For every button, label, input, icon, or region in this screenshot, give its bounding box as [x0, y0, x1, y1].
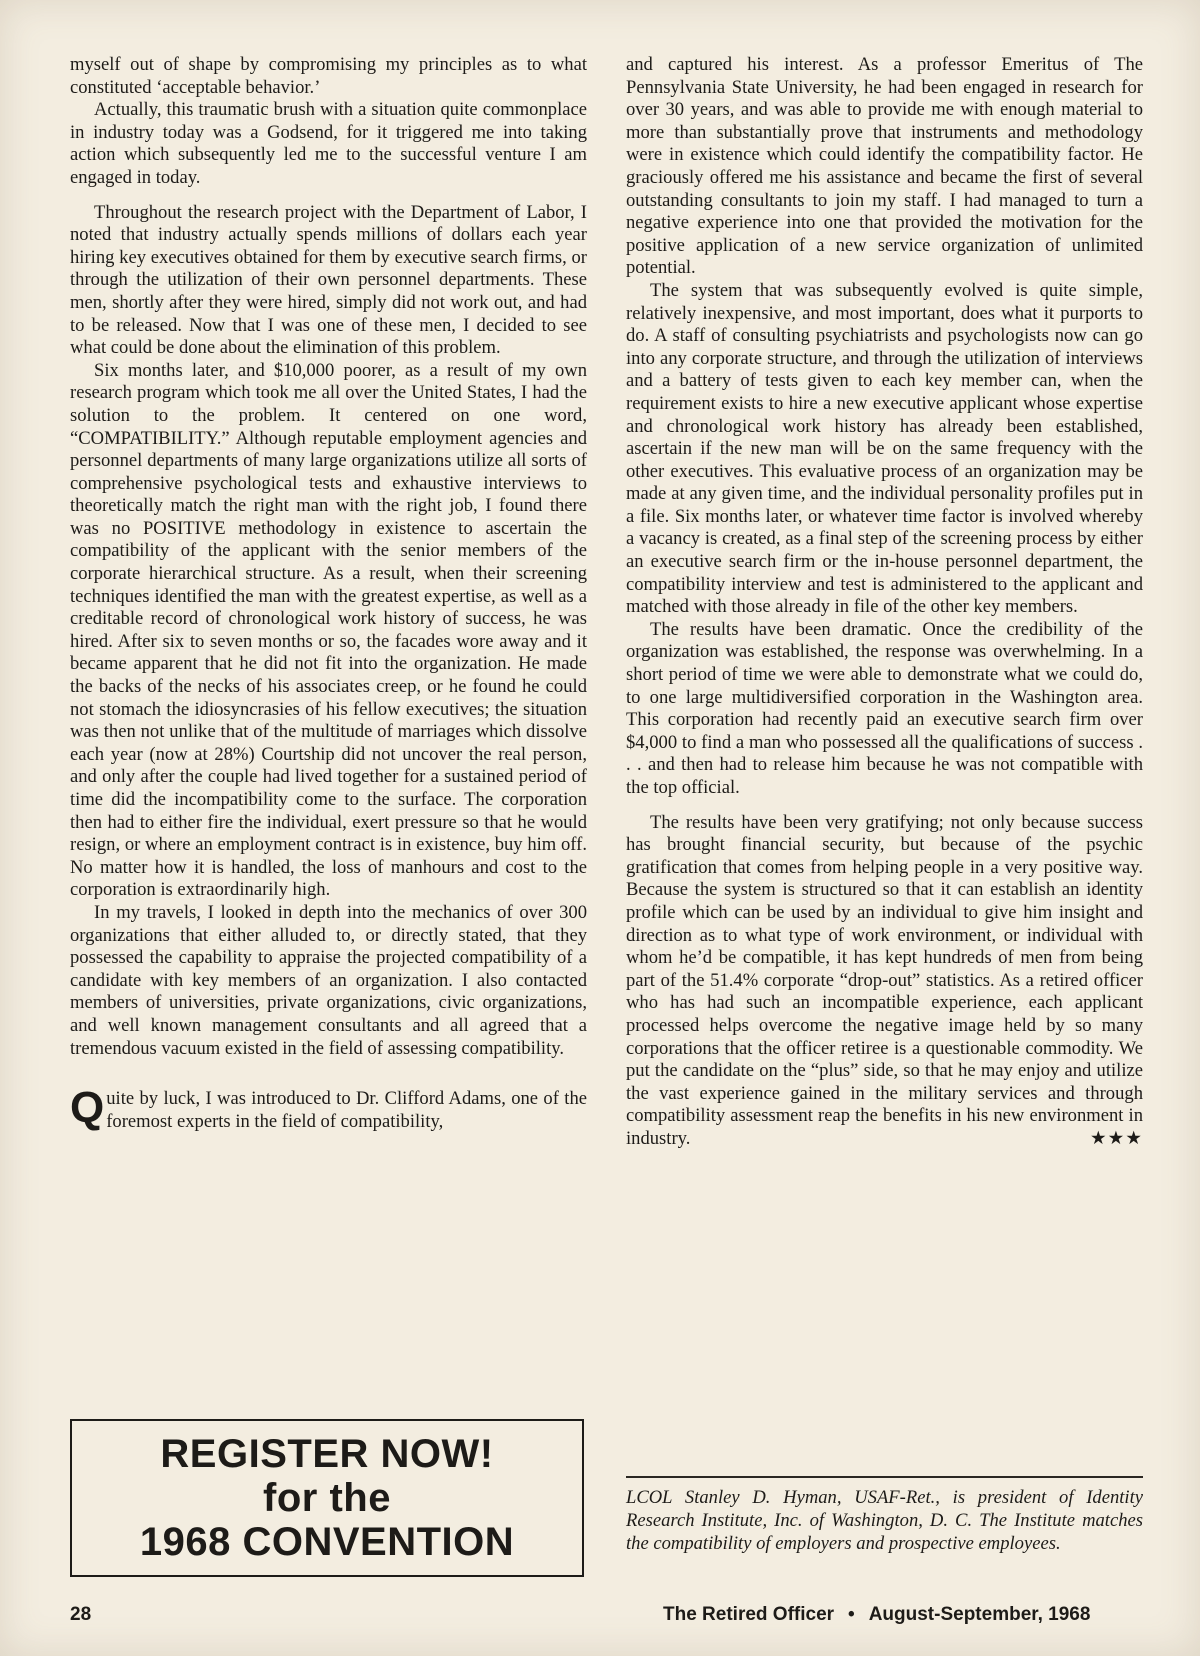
page-number: 28: [70, 1604, 92, 1625]
paragraph: In my travels, I looked in depth into the mechanics of over 300 organizations that either alluded to, or directly stated, that they possessed the capability to appraise the projected compatibility of a candidate with key members of an organization. I also contacted members of universities, private organizations, civic organizations, and well known management consultants and all agreed that a tremendous vacuum existed in the field of assessing compatibility.: [70, 901, 587, 1059]
end-of-article-mark: ★★★: [1089, 1127, 1143, 1149]
footer-separator: •: [848, 1604, 855, 1625]
promo-line-1: REGISTER NOW!: [160, 1432, 494, 1476]
author-bio: LCOL Stanley D. Hyman, USAF-Ret., is president of Identity Research Institute, Inc. of Washington, D. C. The Institute matches the compatibility of employers and prospective employees.: [626, 1487, 1143, 1554]
left-column: [70, 54, 587, 1133]
paragraph: Six months later, and $10,000 poorer, as a result of my own research program which took me all over the United States, I had the solution to the problem. It centered on one word, “COMPATIBILITY.” Although reputable employment agencies and personnel departments of many large organizations utilize all sorts of comprehensive psychological tests and exhaustive interviews to theoretically match the right man with the right job, I found there was no POSITIVE methodology in existence to ascertain the compatibility of the applicant with the senior members of the corporate hierarchical structure. As a result, when their screening techniques identified the man with the greatest expertise, as well as a creditable record of chronological work history of success, he was hired. After six to seven months or so, the facades wore away and it became apparent that he did not fit into the organization. He made the backs of the necks of his associates creep, or he found he could not stomach the idiosyncrasies of his fellow executives; the situation was then not unlike that of the multitude of marriages which dissolve each year (now at 28%) Courtship did not uncover the real person, and only after the couple had lived together for a sustained period of time did the incompatibility come to the surface. The corporation then had to either fire the individual, exert pressure so that he would resign, or where an employment contract is in existence, buy him off. No matter how it is handled, the loss of manhours and cost to the corporation is extraordinarily high.: [70, 359, 587, 901]
running-footer: [663, 1604, 1090, 1626]
issue-date: August-September, 1968: [868, 1604, 1091, 1625]
promo-line-2: for the: [263, 1476, 391, 1520]
dropcap-paragraph: [70, 1083, 587, 1133]
paragraph: myself out of shape by compromising my principles as to what constituted ‘acceptable behavior.’: [70, 54, 587, 98]
paragraph: Throughout the research project with the Department of Labor, I noted that industry actually spends millions of dollars each year hiring key executives obtained for them by executive search firms, or through the utilization of their own personnel departments. These men, shortly after they were hired, simply did not work out, and had to be released. Now that I was one of these men, I decided to see what could be done about the elimination of this problem.: [70, 201, 587, 359]
promo-line-3: 1968 CONVENTION: [139, 1520, 515, 1564]
right-column: [626, 54, 1143, 1151]
publication-title: The Retired Officer: [663, 1604, 835, 1625]
paragraph-text: uite by luck, I was introduced to Dr. Clifford Adams, one of the foremost experts in the field of compatibility,: [106, 1088, 587, 1132]
paragraph: The system that was subsequently evolved is quite simple, relatively inexpensive, and most important, does what it purports to do. A staff of consulting psychiatrists and psychologists now can go into any corporate structure, and through the utilization of interviews and a battery of tests given to each key member can, when the requirement exists to hire a new executive applicant whose expertise and chronological work history has already been established, ascertain if the new man will be on the same frequency with the other executives. This evaluative process of an organization may be made at any given time, and the individual personality profiles put in a file. Six months later, or whatever time factor is involved whereby a vacancy is created, as a final step of the screening process by either an executive search firm or the in-house personnel department, the compatibility interview and test is administered to the applicant and matched with those already in file of the other key members.: [626, 279, 1143, 618]
paragraph-text: The results have been very gratifying; not only because success has brought financial security, but because of the psychic gratification that comes from helping people in a very positive way. Because the system is structured so that it can establish an identity profile which can be used by an individual to give him insight and direction as to what type of work environment, or individual with whom he’d be compatible, it has kept hundreds of men from being part of the 51.4% corporate “drop-out” statistics. As a retired officer who has had such an incompatible experience, each applicant processed helps overcome the negative image held by so many corporations that the officer retiree is a questionable commodity. We put the candidate on the “plus” side, so that he may enjoy and utilize the vast experience gained in the military services and through compatibility assessment reap the benefits in his new environment in industry.: [626, 811, 1143, 1149]
paragraph: and captured his interest. As a professor Emeritus of The Pennsylvania State University, he had been engaged in research for over 30 years, and was able to provide me with enough material to more than substantially prove that instruments and methodology were in existence which could identify the compatibility factor. He graciously offered me his assistance and became the first of several outstanding consultants to join my staff. I had managed to turn a negative experience into one that provided the motivation for the positive application of a new service organization of unlimited potential.: [626, 54, 1143, 279]
register-now-box: [70, 1419, 584, 1577]
bio-divider: [626, 1476, 1143, 1478]
drop-cap: Q: [70, 1083, 105, 1133]
paragraph: Actually, this traumatic brush with a situation quite commonplace in industry today was a Godsend, for it triggered me into taking action which subsequently led me to the successful venture I am engaged in today.: [70, 99, 587, 188]
paragraph: The results have been dramatic. Once the credibility of the organization was established, the response was overwhelming. In a short period of time we were able to demonstrate what we could do, to one large multidiversified corporation in the Washington area. This corporation had recently paid an executive search firm over $4,000 to find a man who possessed all the qualifications of success . . . and then had to release him because he was not compatible with the top official.: [626, 618, 1143, 798]
paragraph-with-end-mark: [626, 812, 1143, 1151]
